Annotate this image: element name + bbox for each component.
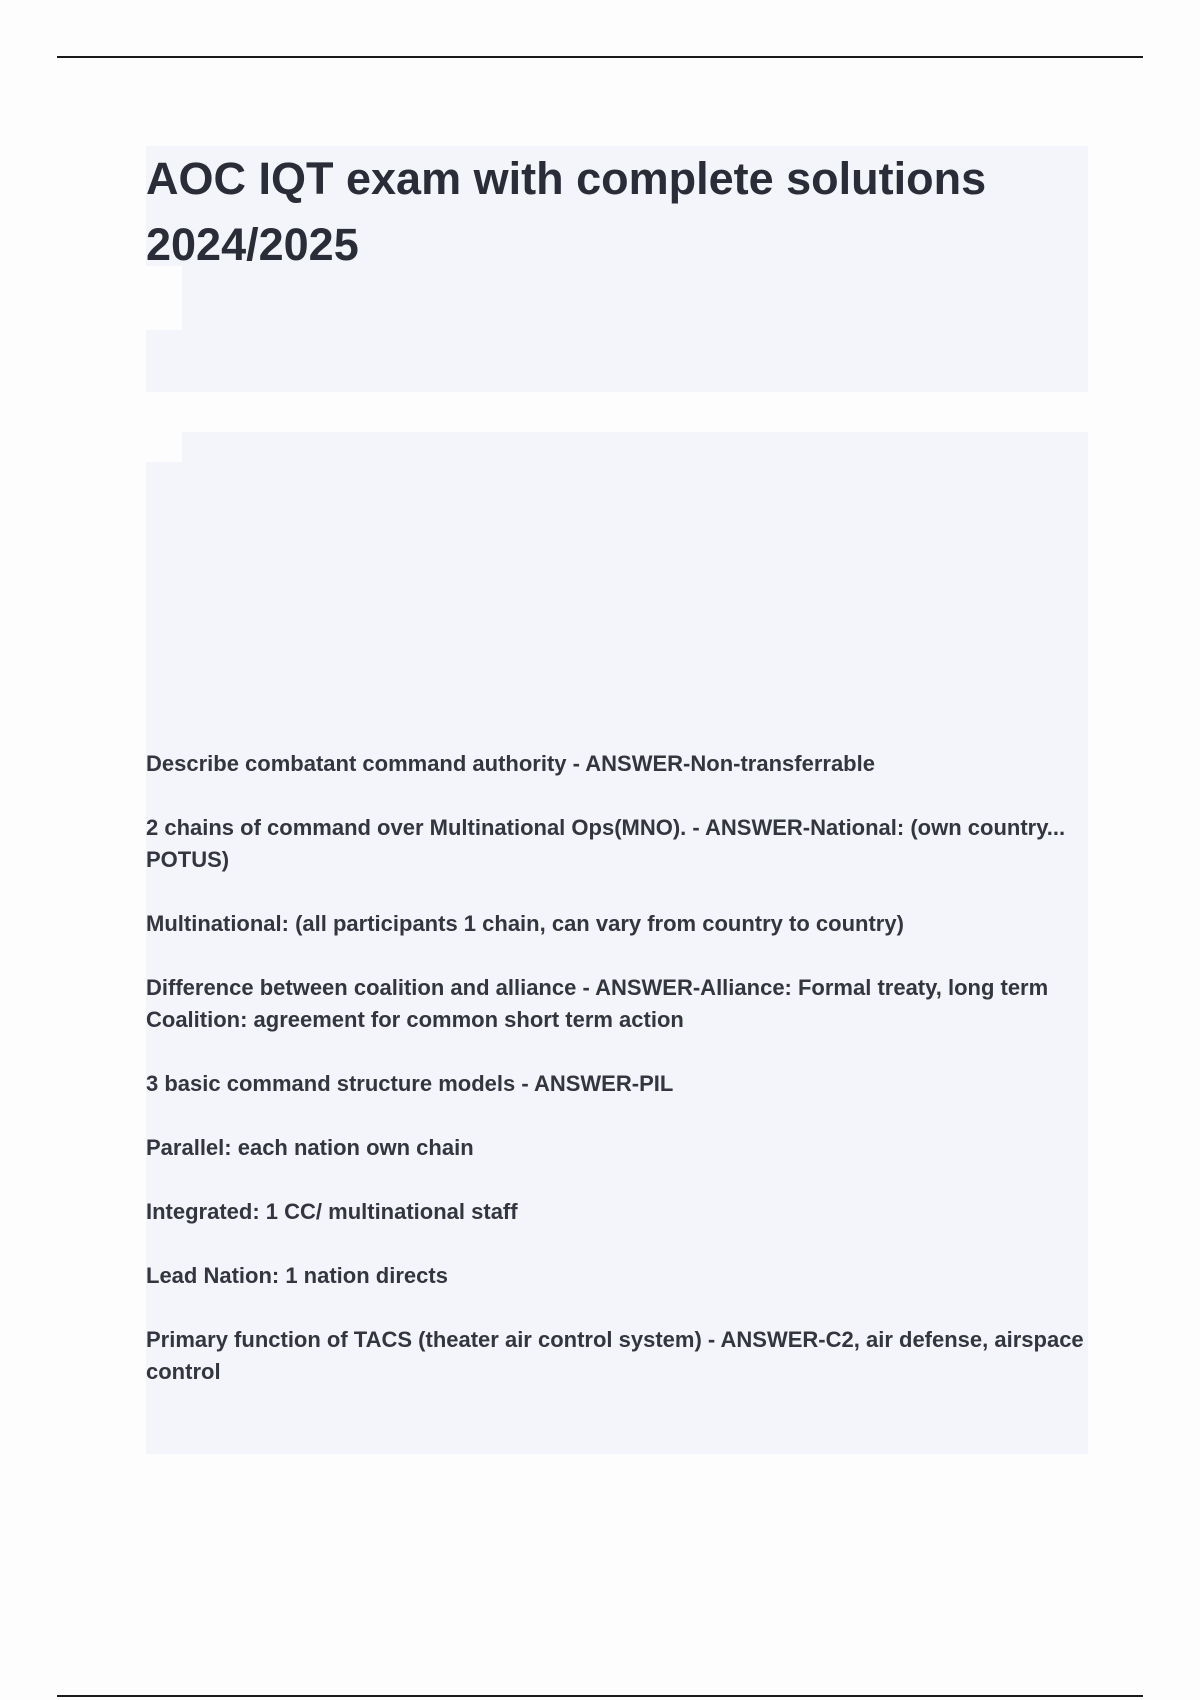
qa-block [146, 432, 1088, 1454]
document-title-line1: AOC IQT exam with complete solutions [146, 153, 987, 204]
qa-item: Parallel: each nation own chain [146, 1135, 474, 1160]
document-title-line2: 2024/2025 [146, 219, 359, 270]
qa-item: 2 chains of command over Multinational Ops(MNO). - ANSWER-National: (own country... POTUS) [146, 815, 1066, 872]
document-title [146, 146, 1046, 278]
qa-item: Difference between coalition and alliance - ANSWER-Alliance: Formal treaty, long term [146, 975, 1049, 1000]
qa-item: Multinational: (all participants 1 chain, can vary from country to country) [146, 911, 904, 936]
qa-item: Primary function of TACS (theater air control system) - ANSWER-C2, air defense, airspace control [146, 1327, 1084, 1384]
title-block [146, 146, 1088, 392]
qa-item: Coalition: agreement for common short term action [146, 1007, 684, 1032]
bottom-rule [57, 1695, 1143, 1697]
top-rule [57, 56, 1143, 58]
qa-item: Integrated: 1 CC/ multinational staff [146, 1199, 518, 1224]
qa-block-notch [146, 432, 182, 462]
qa-item: Lead Nation: 1 nation directs [146, 1263, 448, 1288]
qa-list [146, 748, 1088, 1420]
qa-item: 3 basic command structure models - ANSWER-PIL [146, 1071, 674, 1096]
qa-item: Describe combatant command authority - ANSWER-Non-transferrable [146, 751, 875, 776]
